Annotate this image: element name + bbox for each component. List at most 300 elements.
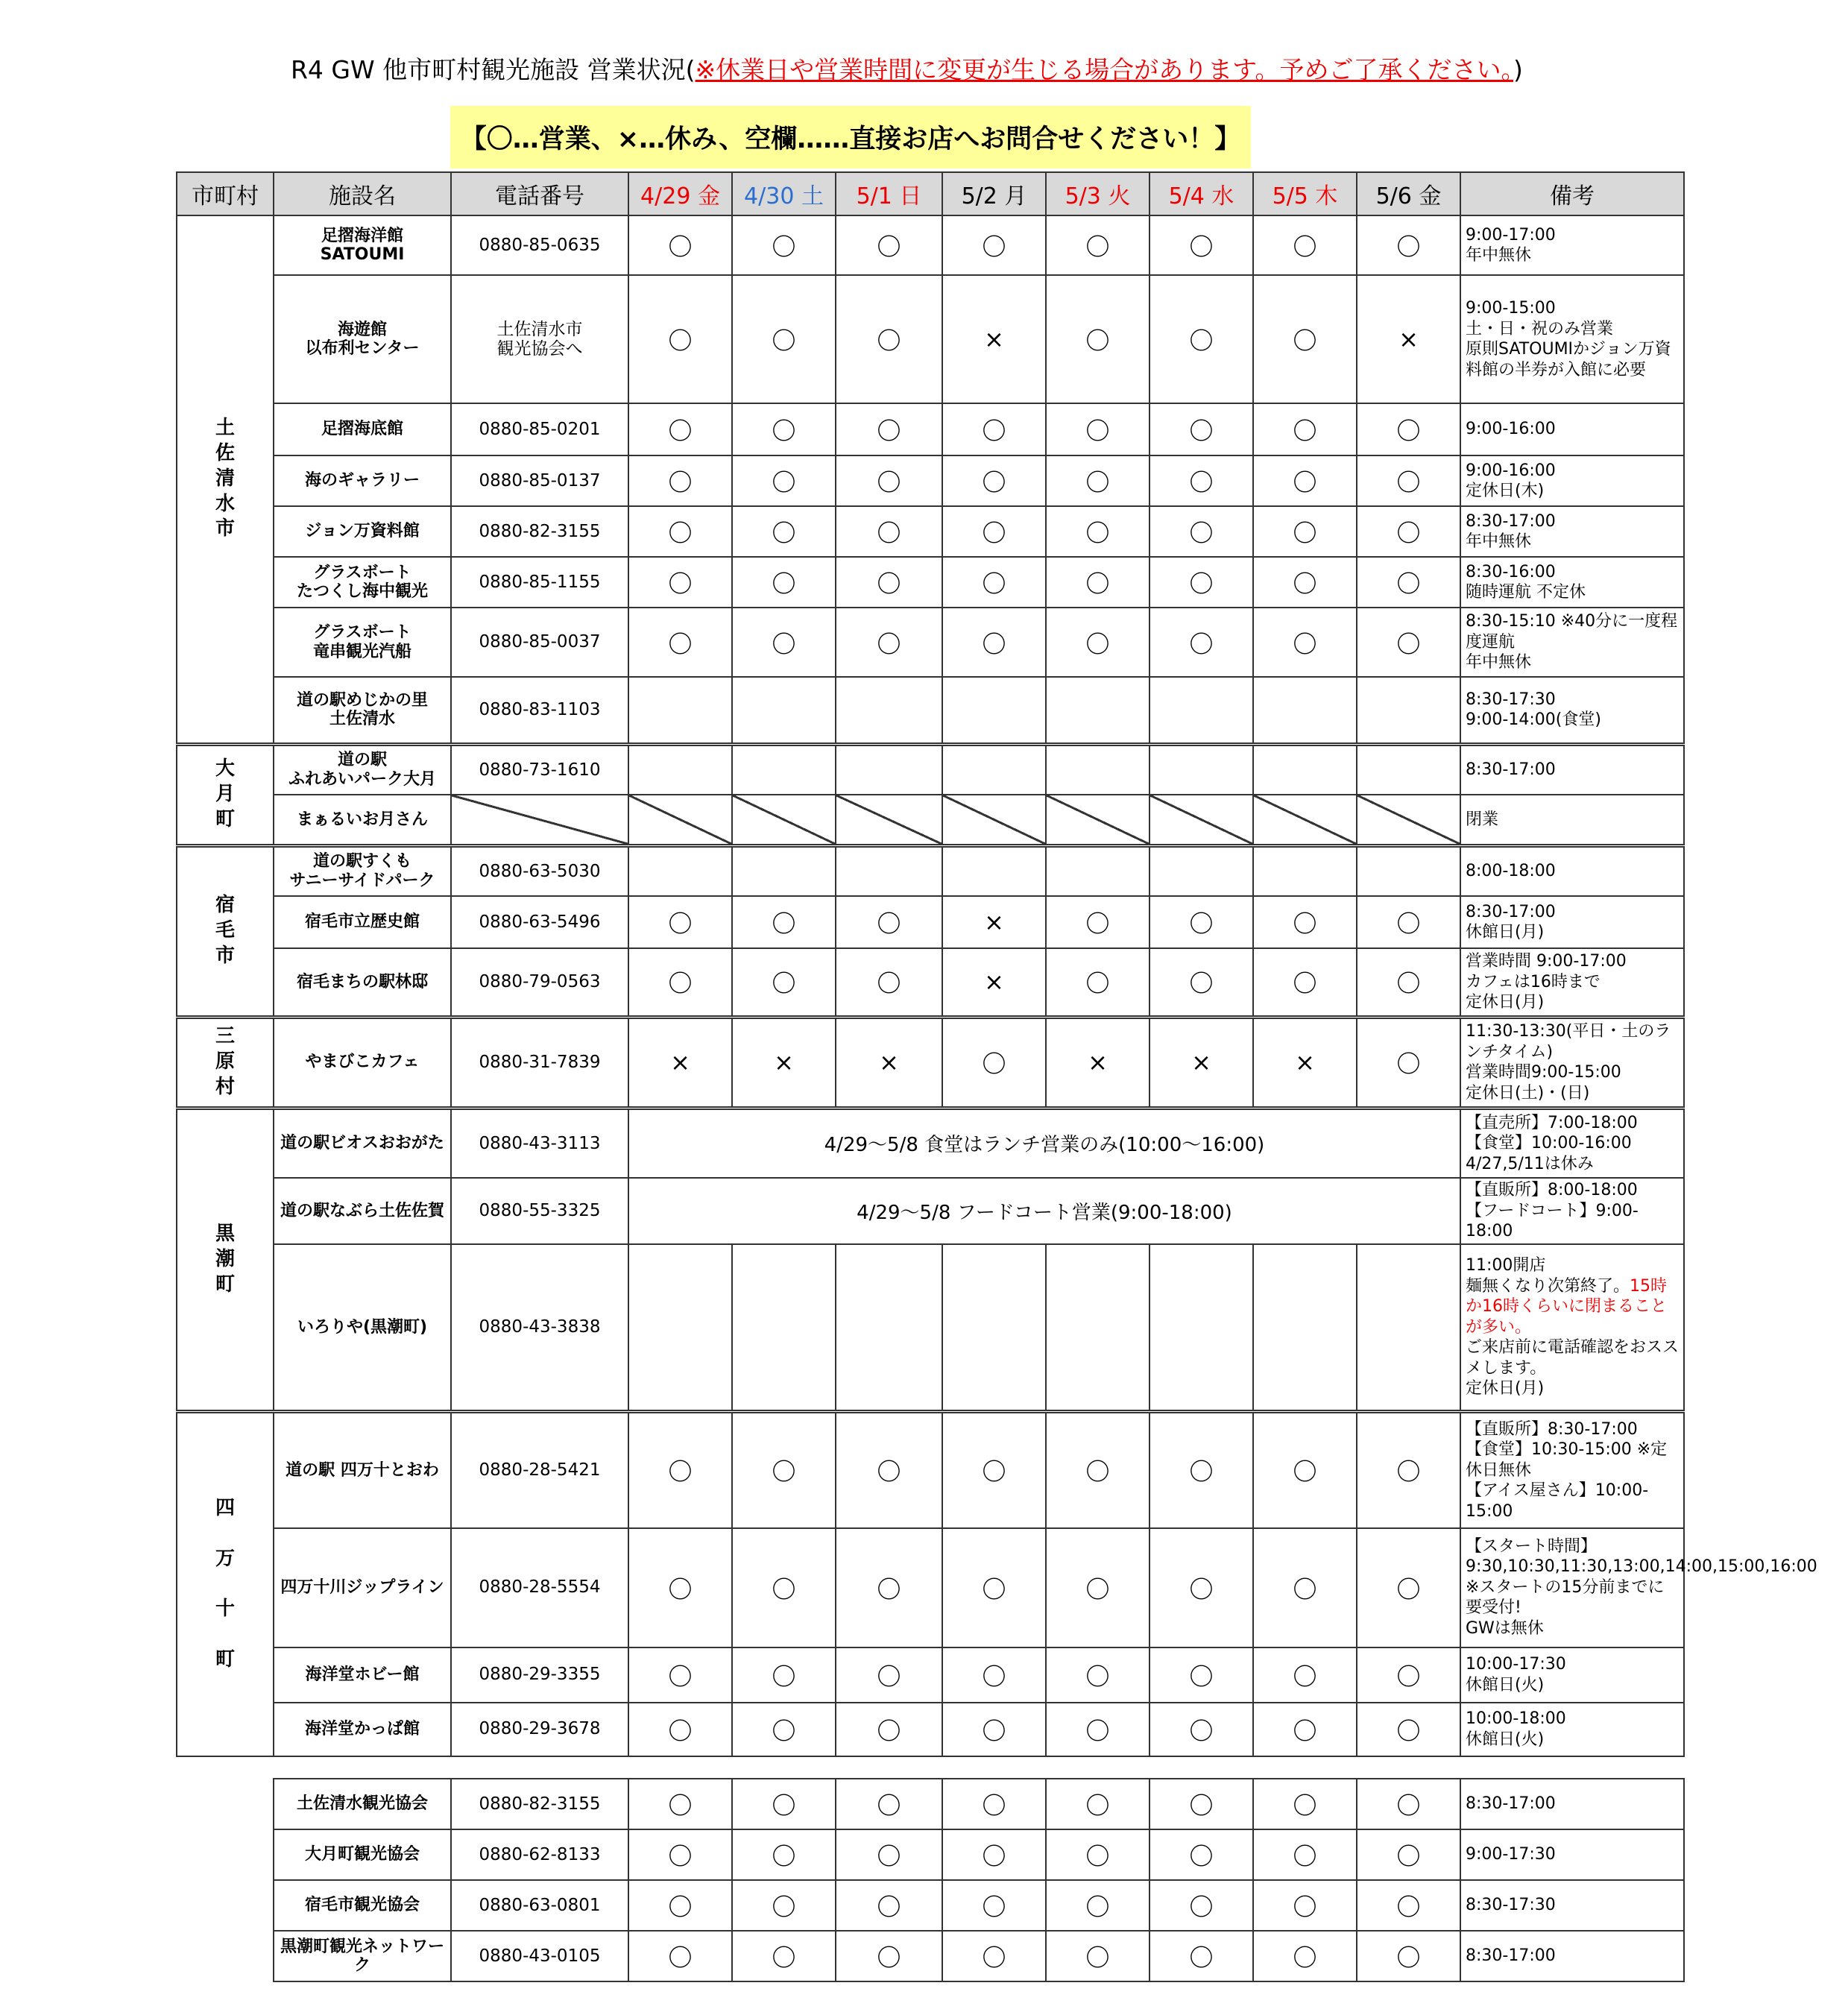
table-row (177, 1647, 1684, 1703)
notes-cell: 8:30-16:00 随時運航 不定休 (1460, 557, 1684, 608)
status-mark: 〇 (628, 275, 732, 403)
facility-name: 海遊館 以布利センター (274, 275, 451, 403)
phone-number: 0880-63-0801 (451, 1880, 628, 1931)
status-mark: 〇 (836, 1829, 942, 1880)
notes-cell: 閉業 (1460, 795, 1684, 845)
status-mark: 〇 (942, 1647, 1046, 1703)
table-row (177, 1017, 1684, 1108)
status-mark: × (732, 1017, 836, 1108)
status-mark: 〇 (1046, 275, 1150, 403)
status-mark: 〇 (836, 455, 942, 506)
status-mark: 〇 (732, 275, 836, 403)
status-mark: 〇 (1357, 557, 1460, 608)
status-mark: 〇 (1150, 403, 1253, 455)
status-mark: 〇 (628, 506, 732, 557)
notes-cell: 8:30-17:00 (1460, 1931, 1684, 1981)
table-row (177, 275, 1684, 403)
status-mark: 〇 (628, 948, 732, 1017)
notes-cell: 11:30-13:30(平日・土のランチタイム) 営業時間9:00-15:00 定休日(土)・(日) (1460, 1017, 1684, 1108)
status-mark: 〇 (942, 1931, 1046, 1981)
status-mark (1046, 845, 1150, 896)
status-mark: 〇 (1357, 506, 1460, 557)
header-municipality: 市町村 (177, 172, 274, 215)
header-facility: 施設名 (274, 172, 451, 215)
table-row (177, 557, 1684, 608)
header-date: 5/1 日 (836, 172, 942, 215)
status-mark: 〇 (1046, 948, 1150, 1017)
status-mark: 〇 (628, 455, 732, 506)
status-mark: 〇 (1357, 608, 1460, 677)
facility-name: 黒潮町観光ネットワーク (274, 1931, 451, 1981)
phone-number: 0880-43-3113 (451, 1108, 628, 1178)
phone-number: 土佐清水市 観光協会へ (451, 275, 628, 403)
status-mark: × (1357, 275, 1460, 403)
title-close: ) (1513, 55, 1523, 84)
table-row (177, 1108, 1684, 1178)
status-mark: 〇 (942, 1779, 1046, 1829)
table-row (177, 455, 1684, 506)
facility-name: 海洋堂かっぱ館 (274, 1703, 451, 1756)
status-mark: × (1046, 1017, 1150, 1108)
status-mark (942, 795, 1046, 845)
status-mark: 〇 (628, 1647, 732, 1703)
status-mark: 〇 (836, 896, 942, 948)
status-mark: 〇 (1046, 215, 1150, 275)
phone-number: 0880-85-0137 (451, 455, 628, 506)
facility-name: ジョン万資料館 (274, 506, 451, 557)
status-mark: 〇 (1150, 1647, 1253, 1703)
status-mark: 〇 (1150, 275, 1253, 403)
status-mark: 〇 (1046, 455, 1150, 506)
phone-number: 0880-55-3325 (451, 1178, 628, 1244)
header-date: 4/29 金 (628, 172, 732, 215)
status-mark: 〇 (836, 608, 942, 677)
table-row (177, 1703, 1684, 1756)
notes-cell: 9:00-16:00 定休日(木) (1460, 455, 1684, 506)
status-mark: 〇 (1046, 1931, 1150, 1981)
facility-name: 足摺海底館 (274, 403, 451, 455)
status-mark: 〇 (732, 455, 836, 506)
notes-cell: 9:00-15:00 土・日・祝のみ営業 原則SATOUMIかジョン万資料館の半券が入館に必要 (1460, 275, 1684, 403)
facility-name: 道の駅すくも サニーサイドパーク (274, 845, 451, 896)
status-mark: 〇 (1150, 608, 1253, 677)
status-mark (1150, 677, 1253, 744)
status-mark: × (942, 896, 1046, 948)
phone-number: 0880-62-8133 (451, 1829, 628, 1880)
notes-cell: 【スタート時間】 9:30,10:30,11:30,13:00,14:00,15:00,16:00 ※スタートの15分前までに要受付! GWは無休 (1460, 1528, 1684, 1647)
municipality-cell: 大 月 町 (177, 744, 274, 845)
phone-number: 0880-73-1610 (451, 744, 628, 795)
status-mark: 〇 (1150, 455, 1253, 506)
notes-cell: 【直販所】8:00-18:00 【フードコート】9:00-18:00 (1460, 1178, 1684, 1244)
status-mark: 〇 (1253, 1647, 1357, 1703)
status-mark: 〇 (1046, 1829, 1150, 1880)
table-body (177, 215, 1817, 1756)
period-note: 4/29～5/8 フードコート営業(9:00-18:00) (628, 1178, 1460, 1244)
status-mark: 〇 (836, 1647, 942, 1703)
municipality-cell: 三 原 村 (177, 1017, 274, 1108)
facility-name: 大月町観光協会 (274, 1829, 451, 1880)
status-mark: 〇 (628, 608, 732, 677)
municipality-cell: 土 佐 清 水 市 (177, 215, 274, 744)
status-mark: 〇 (732, 1880, 836, 1931)
status-mark: 〇 (1253, 215, 1357, 275)
phone-number: 0880-82-3155 (451, 506, 628, 557)
status-mark (628, 677, 732, 744)
status-mark: 〇 (1253, 403, 1357, 455)
table-row (177, 1244, 1684, 1412)
status-mark: 〇 (628, 1412, 732, 1528)
status-mark: 〇 (732, 557, 836, 608)
status-mark (836, 744, 942, 795)
notes-text: ご来店前に電話確認をおススメします。 定休日(月) (1466, 1338, 1680, 1398)
phone-number: 0880-85-1155 (451, 557, 628, 608)
phone-number: 0880-85-0201 (451, 403, 628, 455)
table-row (177, 403, 1684, 455)
status-mark: 〇 (1150, 506, 1253, 557)
status-mark (836, 677, 942, 744)
notes-cell: 8:30-17:30 9:00-14:00(食堂) (1460, 677, 1684, 744)
association-row (274, 1880, 1684, 1931)
status-mark: 〇 (1357, 1703, 1460, 1756)
facility-name: グラスボート 竜串観光汽船 (274, 608, 451, 677)
status-mark: 〇 (732, 1528, 836, 1647)
status-mark: 〇 (836, 1703, 942, 1756)
table-row (177, 896, 1684, 948)
status-mark: 〇 (1046, 1412, 1150, 1528)
legend-banner: 【〇…営業、×…休み、空欄……直接お店へお問合せください！】 (450, 106, 1251, 168)
status-mark: 〇 (1357, 896, 1460, 948)
phone-number: 0880-28-5554 (451, 1528, 628, 1647)
status-mark: 〇 (1150, 896, 1253, 948)
status-mark: 〇 (628, 403, 732, 455)
table-row (177, 1412, 1684, 1528)
status-mark: 〇 (1357, 1647, 1460, 1703)
facility-name: 宿毛市観光協会 (274, 1880, 451, 1931)
status-mark: 〇 (628, 1779, 732, 1829)
phone-number: 0880-29-3355 (451, 1647, 628, 1703)
header-date: 4/30 土 (732, 172, 836, 215)
status-mark: 〇 (836, 948, 942, 1017)
status-mark: 〇 (942, 215, 1046, 275)
status-mark (732, 795, 836, 845)
phone-number: 0880-63-5496 (451, 896, 628, 948)
status-mark: 〇 (1253, 1880, 1357, 1931)
header-date: 5/6 金 (1357, 172, 1460, 215)
status-mark (1357, 1244, 1460, 1412)
phone-number: 0880-43-0105 (451, 1931, 628, 1981)
table-row (177, 795, 1684, 845)
status-mark (836, 1244, 942, 1412)
status-mark: 〇 (836, 1880, 942, 1931)
status-mark: 〇 (1253, 948, 1357, 1017)
status-mark (1150, 795, 1253, 845)
status-mark: 〇 (732, 1703, 836, 1756)
status-mark: 〇 (1357, 403, 1460, 455)
table-row (177, 1528, 1684, 1647)
status-mark: 〇 (1150, 1528, 1253, 1647)
table-row (177, 215, 1684, 275)
status-mark (1046, 1244, 1150, 1412)
phone-number: 0880-85-0635 (451, 215, 628, 275)
status-mark: 〇 (1253, 506, 1357, 557)
status-mark: 〇 (836, 275, 942, 403)
status-mark: 〇 (836, 506, 942, 557)
status-mark: 〇 (732, 948, 836, 1017)
notes-cell: 8:30-17:00 年中無休 (1460, 506, 1684, 557)
facility-status-table (176, 171, 1817, 1757)
status-mark: 〇 (1253, 608, 1357, 677)
status-mark: 〇 (1150, 1880, 1253, 1931)
table-row (177, 744, 1684, 795)
status-mark: 〇 (1046, 1779, 1150, 1829)
status-mark: × (1150, 1017, 1253, 1108)
status-mark: 〇 (1046, 1647, 1150, 1703)
status-mark: 〇 (732, 506, 836, 557)
status-mark: 〇 (1150, 1829, 1253, 1880)
status-mark (1253, 677, 1357, 744)
status-mark: 〇 (942, 1017, 1046, 1108)
status-mark (1150, 744, 1253, 795)
header-notes: 備考 (1460, 172, 1684, 215)
status-mark: 〇 (732, 1412, 836, 1528)
status-mark: 〇 (732, 1647, 836, 1703)
status-mark (1357, 744, 1460, 795)
notes-cell: 8:30-17:00 (1460, 1779, 1684, 1829)
facility-name: 道の駅なぶら土佐佐賀 (274, 1178, 451, 1244)
status-mark: 〇 (942, 1412, 1046, 1528)
notes-warning: 15時か16時くらいに閉まることが多い。 (1466, 1276, 1668, 1337)
header-date: 5/3 火 (1046, 172, 1150, 215)
status-mark (628, 1244, 732, 1412)
status-mark: 〇 (1150, 215, 1253, 275)
status-mark: 〇 (942, 455, 1046, 506)
status-mark (1357, 677, 1460, 744)
status-mark: 〇 (1150, 1703, 1253, 1756)
status-mark: 〇 (1357, 215, 1460, 275)
phone-number: 0880-63-5030 (451, 845, 628, 896)
association-row (274, 1931, 1684, 1981)
notes-cell: 【直販所】8:30-17:00 【食堂】10:30-15:00 ※定休日無休 【アイス屋さん】10:00-15:00 (1460, 1412, 1684, 1528)
status-mark (1046, 677, 1150, 744)
status-mark (732, 845, 836, 896)
facility-name: 四万十川ジップライン (274, 1528, 451, 1647)
municipality-cell: 黒 潮 町 (177, 1108, 274, 1412)
status-mark: × (942, 275, 1046, 403)
facility-name: 足摺海洋館 SATOUMI (274, 215, 451, 275)
facility-name: まぁるいお月さん (274, 795, 451, 845)
table-row (177, 506, 1684, 557)
status-mark: × (836, 1017, 942, 1108)
status-mark: 〇 (732, 403, 836, 455)
status-mark (1253, 795, 1357, 845)
status-mark: 〇 (942, 1528, 1046, 1647)
association-body (274, 1779, 1684, 1981)
facility-name: 宿毛まちの駅林邸 (274, 948, 451, 1017)
status-mark (732, 744, 836, 795)
header-row (177, 172, 1684, 215)
phone-number: 0880-28-5421 (451, 1412, 628, 1528)
phone-number (451, 795, 628, 845)
status-mark: 〇 (836, 1779, 942, 1829)
status-mark: 〇 (1357, 1779, 1460, 1829)
status-mark: 〇 (1150, 1931, 1253, 1981)
association-table (273, 1778, 1685, 1982)
facility-name: やまびこカフェ (274, 1017, 451, 1108)
table-row (177, 948, 1684, 1017)
status-mark: 〇 (1046, 403, 1150, 455)
page-title (291, 51, 1523, 86)
status-mark: 〇 (628, 1703, 732, 1756)
notes-cell: 10:00-18:00 休館日(火) (1460, 1703, 1684, 1756)
status-mark: × (1253, 1017, 1357, 1108)
header-date: 5/4 水 (1150, 172, 1253, 215)
table-row (177, 845, 1684, 896)
status-mark: 〇 (1150, 948, 1253, 1017)
status-mark: 〇 (942, 403, 1046, 455)
phone-number: 0880-82-3155 (451, 1779, 628, 1829)
status-mark: 〇 (1046, 557, 1150, 608)
status-mark: 〇 (942, 1829, 1046, 1880)
status-mark: 〇 (1150, 1779, 1253, 1829)
status-mark: 〇 (836, 1931, 942, 1981)
status-mark: 〇 (1046, 1528, 1150, 1647)
status-mark: 〇 (1253, 1829, 1357, 1880)
status-mark (1357, 795, 1460, 845)
status-mark: 〇 (1357, 1412, 1460, 1528)
status-mark (836, 795, 942, 845)
phone-number: 0880-31-7839 (451, 1017, 628, 1108)
status-mark: 〇 (732, 896, 836, 948)
notes-cell: 8:30-17:00 休館日(月) (1460, 896, 1684, 948)
status-mark (732, 1244, 836, 1412)
notes-cell: 8:30-17:00 (1460, 744, 1684, 795)
status-mark: 〇 (1253, 557, 1357, 608)
facility-name: 道の駅 ふれあいパーク大月 (274, 744, 451, 795)
status-mark: × (942, 948, 1046, 1017)
status-mark: 〇 (942, 506, 1046, 557)
facility-name: 宿毛市立歴史館 (274, 896, 451, 948)
notes-cell: 9:00-16:00 (1460, 403, 1684, 455)
status-mark: 〇 (942, 557, 1046, 608)
status-mark (836, 845, 942, 896)
status-mark: 〇 (1357, 948, 1460, 1017)
status-mark: 〇 (836, 1528, 942, 1647)
title-main: R4 GW 他市町村観光施設 営業状況( (291, 55, 696, 84)
status-mark (942, 845, 1046, 896)
phone-number: 0880-83-1103 (451, 677, 628, 744)
facility-name: 道の駅ビオスおおがた (274, 1108, 451, 1178)
status-mark: 〇 (1357, 1017, 1460, 1108)
status-mark (628, 845, 732, 896)
facility-name: 海のギャラリー (274, 455, 451, 506)
status-mark: 〇 (1046, 608, 1150, 677)
facility-name: 土佐清水観光協会 (274, 1779, 451, 1829)
status-mark: 〇 (732, 608, 836, 677)
notes-cell: 営業時間 9:00-17:00 カフェは16時まで 定休日(月) (1460, 948, 1684, 1017)
notes-cell: 9:00-17:00 年中無休 (1460, 215, 1684, 275)
table-row (177, 608, 1684, 677)
status-mark: 〇 (1357, 1931, 1460, 1981)
status-mark: 〇 (628, 215, 732, 275)
table-row (177, 1178, 1684, 1244)
status-mark: 〇 (1357, 1829, 1460, 1880)
status-mark: 〇 (1253, 275, 1357, 403)
status-mark (1253, 1244, 1357, 1412)
municipality-cell: 宿 毛 市 (177, 845, 274, 1017)
status-mark: 〇 (628, 1528, 732, 1647)
association-row (274, 1779, 1684, 1829)
status-mark: 〇 (942, 1880, 1046, 1931)
status-mark: 〇 (628, 1829, 732, 1880)
status-mark (628, 744, 732, 795)
table-row (177, 677, 1684, 744)
association-row (274, 1829, 1684, 1880)
status-mark (1357, 845, 1460, 896)
status-mark: 〇 (1253, 1703, 1357, 1756)
header-date: 5/2 月 (942, 172, 1046, 215)
status-mark (732, 677, 836, 744)
status-mark: 〇 (836, 557, 942, 608)
status-mark: 〇 (1046, 896, 1150, 948)
status-mark: 〇 (836, 1412, 942, 1528)
notes-cell: 8:00-18:00 (1460, 845, 1684, 896)
status-mark: 〇 (732, 1931, 836, 1981)
phone-number: 0880-85-0037 (451, 608, 628, 677)
notes-cell: 10:00-17:30 休館日(火) (1460, 1647, 1684, 1703)
status-mark (942, 1244, 1046, 1412)
facility-name: いろりや(黒潮町) (274, 1244, 451, 1412)
status-mark: 〇 (1357, 1528, 1460, 1647)
notes-cell: 【直売所】7:00-18:00 【食堂】10:00-16:00 4/27,5/11は休み (1460, 1108, 1684, 1178)
status-mark: 〇 (836, 403, 942, 455)
status-mark: 〇 (1046, 1880, 1150, 1931)
status-mark: 〇 (732, 1829, 836, 1880)
status-mark: 〇 (1150, 557, 1253, 608)
notes-text: 11:00開店 麺無くなり次第終了。 (1466, 1256, 1630, 1296)
status-mark: 〇 (1253, 896, 1357, 948)
status-mark: 〇 (942, 1703, 1046, 1756)
status-mark: 〇 (732, 1779, 836, 1829)
phone-number: 0880-79-0563 (451, 948, 628, 1017)
status-mark (1046, 744, 1150, 795)
status-mark (1150, 845, 1253, 896)
facility-name: 道の駅めじかの里 土佐清水 (274, 677, 451, 744)
status-mark: 〇 (1253, 1779, 1357, 1829)
status-mark: 〇 (628, 1931, 732, 1981)
status-mark (1150, 1244, 1253, 1412)
header-phone: 電話番号 (451, 172, 628, 215)
status-mark (942, 744, 1046, 795)
status-mark: 〇 (628, 1880, 732, 1931)
status-mark: 〇 (628, 896, 732, 948)
header-date: 5/5 木 (1253, 172, 1357, 215)
notes-cell: 9:00-17:30 (1460, 1829, 1684, 1880)
status-mark: 〇 (1357, 1880, 1460, 1931)
status-mark: 〇 (1253, 1931, 1357, 1981)
status-mark: 〇 (836, 215, 942, 275)
status-mark: 〇 (1046, 506, 1150, 557)
status-mark: 〇 (1253, 455, 1357, 506)
status-mark: 〇 (942, 608, 1046, 677)
period-note: 4/29～5/8 食堂はランチ営業のみ(10:00～16:00) (628, 1108, 1460, 1178)
phone-number: 0880-29-3678 (451, 1703, 628, 1756)
title-notice: ※休業日や営業時間に変更が生じる場合があります。予めご了承ください。 (695, 55, 1513, 84)
facility-name: 海洋堂ホビー館 (274, 1647, 451, 1703)
municipality-cell: 四 万 十 町 (177, 1412, 274, 1756)
status-mark (628, 795, 732, 845)
facility-name: 道の駅 四万十とおわ (274, 1412, 451, 1528)
